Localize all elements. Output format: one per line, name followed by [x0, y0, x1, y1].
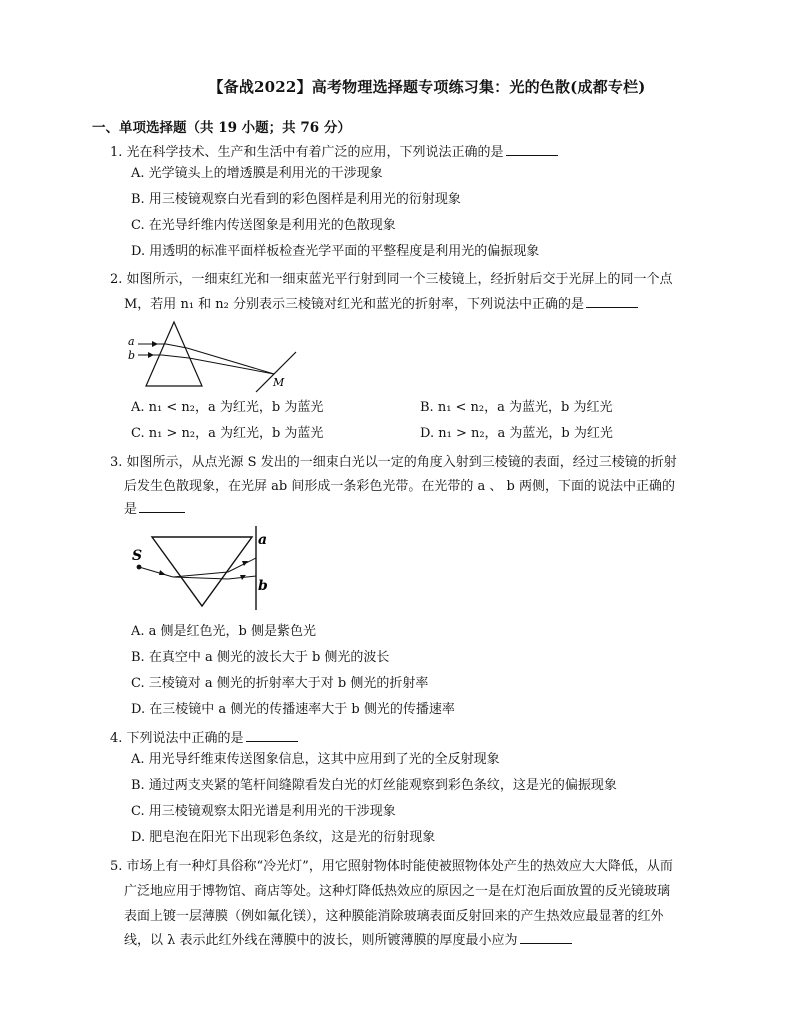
question-4-stem: [110, 727, 670, 750]
question-5-line-1: 5. 市场上有一种灯具俗称“冷光灯”，用它照射物体时能使被照物体处产生的热效应大大降低，从而: [110, 859, 673, 874]
question-2-line-1: 2. 如图所示，一细束红光和一细束蓝光平行射到同一个三棱镜上，经折射后交于光屏上的同一个点: [110, 272, 673, 287]
question-3-line-1: 3. 如图所示，从点光源 S 发出的一细束白光以一定的角度入射到三棱镜的表面，经过三棱镜的折射: [110, 455, 677, 470]
figure-prism-dispersion: [130, 524, 280, 614]
question-1-text: 1. 光在科学技术、生产和生活中有着广泛的应用，下列说法正确的是: [110, 145, 504, 160]
q3-option-a: A. a 侧是红色光，b 侧是紫色光: [131, 624, 316, 639]
question-3-text: 是: [124, 502, 138, 517]
answer-blank: [246, 729, 298, 742]
q4-option-a: A. 用光导纤维束传送图象信息，这其中应用到了光的全反射现象: [131, 752, 500, 767]
q2-option-a: A. n₁ < n₂，a 为红光，b 为蓝光: [131, 400, 324, 415]
q2-option-b: B. n₁ < n₂，a 为蓝光，b 为红光: [420, 400, 613, 415]
q4-option-d: D. 肥皂泡在阳光下出现彩色条纹，这是光的衍射现象: [131, 830, 436, 845]
label-b: b: [258, 578, 268, 594]
q1-option-a: A. 光学镜头上的增透膜是利用光的干涉现象: [131, 166, 383, 181]
section-heading: 一、单项选择题（共 19 小题；共 76 分）: [92, 120, 351, 136]
q1-option-b: B. 用三棱镜观察白光看到的彩色图样是利用光的衍射现象: [131, 192, 461, 207]
question-2-text: M，若用 n₁ 和 n₂ 分别表示三棱镜对红光和蓝光的折射率，下列说法中正确的是: [124, 297, 585, 312]
prism-shape: [146, 322, 202, 386]
inverted-prism: [152, 537, 252, 606]
answer-blank: [139, 500, 185, 513]
q3-option-d: D. 在三棱镜中 a 侧光的传播速率大于 b 侧光的传播速率: [131, 702, 455, 717]
question-3-line-3: [124, 498, 684, 521]
q4-option-b: B. 通过两支夹紧的笔杆间缝隙看发白光的灯丝能观察到彩色条纹，这是光的偏振现象: [131, 778, 617, 793]
q2-option-c: C. n₁ > n₂，a 为红光，b 为蓝光: [131, 426, 324, 441]
label-b: b: [128, 349, 136, 362]
question-5-text: 线，以 λ 表示此红外线在薄膜中的波长，则所镀薄膜的厚度最小应为: [124, 933, 518, 948]
page-title: 【备战2022】高考物理选择题专项练习集：光的色散(成都专栏): [208, 78, 646, 96]
label-a: a: [258, 532, 268, 548]
q1-option-d: D. 用透明的标准平面样板检查光学平面的平整程度是利用光的偏振现象: [131, 244, 540, 259]
figure-prism-red-blue: [124, 318, 314, 398]
question-4-text: 4. 下列说法中正确的是: [110, 731, 244, 746]
question-2-line-2: [124, 293, 724, 316]
label-m: M: [273, 376, 285, 389]
question-5-line-2: 广泛地应用于博物馆、商店等处。这种灯降低热效应的原因之一是在灯泡后面放置的反光镜玻璃: [124, 884, 671, 899]
question-5-line-4: [124, 929, 724, 952]
label-a: a: [128, 335, 135, 348]
q4-option-c: C. 用三棱镜观察太阳光谱是利用光的干涉现象: [131, 804, 396, 819]
answer-blank: [520, 931, 572, 944]
answer-blank: [586, 295, 638, 308]
q3-option-c: C. 三棱镜对 a 侧光的折射率大于对 b 侧光的折射率: [131, 676, 429, 691]
label-s: S: [132, 548, 143, 564]
question-3-line-2: 后发生色散现象，在光屏 ab 间形成一条彩色光带。在光带的 a 、 b 两侧，下面的说法中正确的: [124, 479, 675, 494]
q2-option-d: D. n₁ > n₂，a 为蓝光，b 为红光: [420, 426, 613, 441]
q1-option-c: C. 在光导纤维内传送图象是利用光的色散现象: [131, 218, 396, 233]
question-1-stem: [110, 141, 670, 164]
question-5-line-3: 表面上镀一层薄膜（例如氟化镁），这种膜能消除玻璃表面反射回来的产生热效应最显著的红外: [124, 909, 664, 924]
answer-blank: [506, 143, 558, 156]
q3-option-b: B. 在真空中 a 侧光的波长大于 b 侧光的波长: [131, 650, 390, 665]
